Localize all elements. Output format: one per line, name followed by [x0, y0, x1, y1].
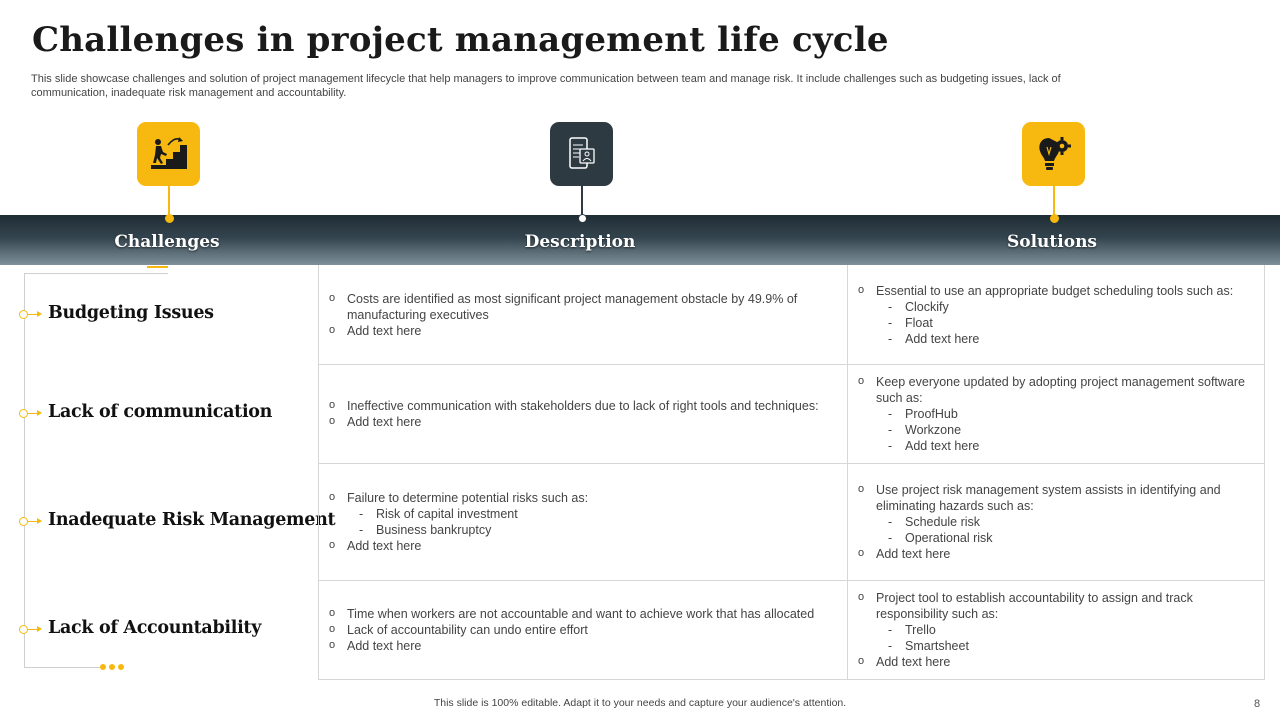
bullet-item: o Add text here: [857, 546, 1264, 562]
bullet-item: o Add text here: [328, 638, 814, 654]
solution-cell: [848, 581, 1264, 679]
page-number: 8: [1254, 698, 1261, 710]
lightbulb-gear-icon: [1022, 122, 1085, 186]
solution-cell: [848, 265, 1264, 364]
description-cell: [319, 464, 848, 580]
solutions-connector: [1053, 186, 1055, 217]
bullet-item: o Time when workers are not accountable and want to achieve work that has allocated: [328, 606, 814, 622]
description-connector: [581, 186, 583, 217]
sub-list-item: - Workzone: [857, 422, 1264, 438]
challenges-connector: [168, 186, 170, 217]
bullet-item: o Add text here: [857, 654, 1264, 670]
challenge-risk-management: Inadequate Risk Management: [48, 510, 336, 530]
challenges-connector-dot: [165, 214, 174, 223]
table-row: [319, 581, 1264, 680]
bullet-item: o Failure to determine potential risks such as:: [328, 490, 588, 506]
document-phone-icon: [550, 122, 613, 186]
description-cell: [319, 265, 848, 364]
arrow-icon: [28, 521, 40, 522]
timeline-node: [19, 310, 28, 319]
climbing-stairs-icon: [137, 122, 200, 186]
timeline-bottom-line: [24, 667, 100, 668]
bullet-item: o Costs are identified as most significant project management obstacle by 49.9% of manufacturing executives: [328, 291, 847, 323]
description-connector-dot: [578, 214, 587, 223]
bullet-item: o Keep everyone updated by adopting project management software such as:: [857, 374, 1264, 406]
timeline-node: [19, 409, 28, 418]
timeline-node: [19, 625, 28, 634]
sub-list-item: - Risk of capital investment: [328, 506, 588, 522]
table-row: [319, 365, 1264, 464]
bullet-item: o Project tool to establish accountability to assign and track responsibility such as:: [857, 590, 1264, 622]
timeline-line: [24, 274, 25, 668]
challenge-accountability: Lack of Accountability: [48, 618, 262, 638]
sub-list-item: - Smartsheet: [857, 638, 1264, 654]
bullet-item: o Essential to use an appropriate budget scheduling tools such as:: [857, 283, 1233, 299]
table-row: [319, 265, 1264, 365]
arrow-icon: [28, 413, 40, 414]
sub-list-item: - Add text here: [857, 438, 1264, 454]
slide-subtitle: This slide showcase challenges and solution of project management lifecycle that help managers to improve communication between team and manage risk. It include challenges such as budgeting issues, lack of communication, inadequate risk management and accountability.: [31, 73, 1061, 99]
solution-cell: [848, 464, 1264, 580]
sub-list-item: - ProofHub: [857, 406, 1264, 422]
content-table: [318, 265, 1265, 680]
bullet-item: o Add text here: [328, 323, 847, 339]
sub-list-item: - Clockify: [857, 299, 1233, 315]
sub-list-item: - Operational risk: [857, 530, 1264, 546]
solution-cell: [848, 365, 1264, 463]
description-cell: [319, 581, 848, 679]
timeline-node: [19, 517, 28, 526]
header-solutions: Solutions: [1006, 232, 1097, 252]
slide-title: Challenges in project management life cycle: [32, 20, 889, 60]
timeline-top-line: [24, 273, 168, 274]
bullet-item: o Add text here: [328, 414, 819, 430]
slide-footer: This slide is 100% editable. Adapt it to your needs and capture your audience's attention.: [433, 697, 847, 709]
arrow-icon: [28, 314, 40, 315]
sub-list-item: - Add text here: [857, 331, 1233, 347]
sub-list-item: - Float: [857, 315, 1233, 331]
sub-list-item: - Business bankruptcy: [328, 522, 588, 538]
table-row: [319, 464, 1264, 581]
bullet-item: o Add text here: [328, 538, 588, 554]
timeline-accent: [147, 266, 168, 268]
ellipsis-dots: [100, 664, 124, 670]
bullet-item: o Ineffective communication with stakeholders due to lack of right tools and techniques:: [328, 398, 819, 414]
bullet-item: o Use project risk management system assists in identifying and eliminating hazards such as:: [857, 482, 1264, 514]
sub-list-item: - Schedule risk: [857, 514, 1264, 530]
sub-list-item: - Trello: [857, 622, 1264, 638]
arrow-icon: [28, 629, 40, 630]
header-challenges: Challenges: [114, 232, 220, 252]
solutions-connector-dot: [1050, 214, 1059, 223]
header-description: Description: [524, 232, 636, 252]
description-cell: [319, 365, 848, 463]
challenge-communication: Lack of communication: [48, 402, 273, 422]
bullet-item: o Lack of accountability can undo entire effort: [328, 622, 814, 638]
challenge-budgeting: Budgeting Issues: [48, 303, 214, 323]
